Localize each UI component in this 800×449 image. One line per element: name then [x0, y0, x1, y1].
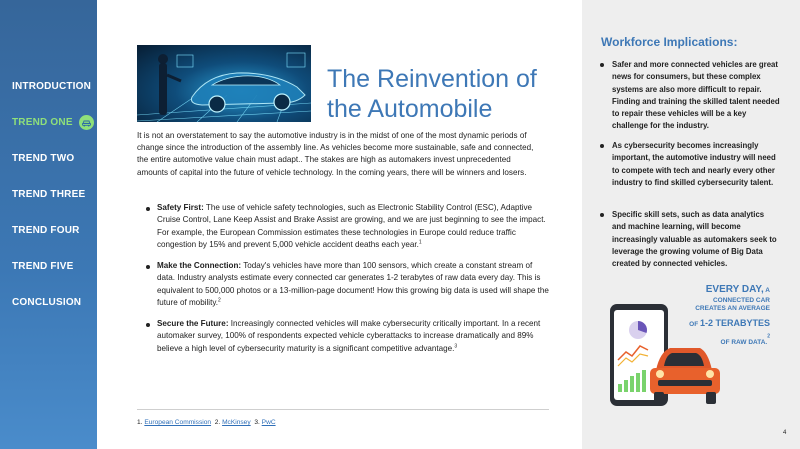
page-number: 4	[783, 430, 787, 436]
sidebar-item-label: TREND TWO	[12, 153, 75, 164]
workforce-title: Workforce Implications:	[601, 35, 738, 49]
stat-a: A	[763, 287, 770, 294]
footnote-number: 1.	[137, 419, 143, 426]
workforce-bullet	[600, 140, 780, 189]
stat-terabytes: 1-2 TERABYTES	[699, 318, 770, 328]
bullet-dot	[600, 144, 604, 148]
workforce-bullet-text: Specific skill sets, such as data analytics and machine learning, will become increasingly valuable as automakers seek to leverage the growing volume of Big Data created by connected vehicles.	[612, 210, 777, 269]
workforce-bullet-text: Safer and more connected vehicles are great news for consumers, but these complex systems are also more difficult to repair. Finding and training the skilled talent needed to repair these vehicles will be a key challenge for the industry.	[612, 60, 780, 131]
bullet-secure-the-future	[146, 318, 551, 355]
footnote-number: 3.	[254, 419, 260, 426]
stat-of: OF	[689, 321, 700, 328]
bullet-heading: Secure the Future:	[157, 319, 229, 328]
bullet-text	[157, 260, 551, 309]
intro-paragraph: It is not an overstatement to say the automotive industry is in the midst of one of the most dynamic periods of change since the introduction of the assembly line. As vehicles become more sustainable, safe and connected, the entire automotive value chain must adapt.. The stakes are high as automakers invest unprecedented amounts of capital into the future of vehicle technology. In the coming years, there will be winners and losers.	[137, 131, 534, 177]
bullet-dot	[600, 213, 604, 217]
sidebar-item-label: TREND FOUR	[12, 225, 80, 236]
sidebar-item-label: INTRODUCTION	[12, 81, 92, 92]
sidebar-item-introduction[interactable]	[12, 81, 91, 92]
footnote-divider	[137, 409, 549, 410]
footnote-ref: 1	[418, 239, 422, 246]
sidebar-item-trend-four[interactable]	[12, 225, 80, 236]
stat-connected-car: CONNECTED CAR	[712, 297, 770, 304]
bullet-body: Increasingly connected vehicles will make cybersecurity critically important. In a recent automaker survey, 100% of respondents expected vehicle cyberattacks to increase dramatically and 89% believe a high level of cybersecurity maturity is a significant competitive advantage.	[157, 319, 541, 353]
futuristic-car-hologram-image	[137, 45, 311, 122]
sidebar-item-trend-five[interactable]	[12, 261, 73, 272]
sidebar-item-label: TREND FIVE	[12, 261, 74, 272]
bullet-dot	[146, 265, 150, 269]
title-line-2: the Automobile	[327, 95, 493, 123]
bullet-dot	[146, 323, 150, 327]
sidebar	[0, 0, 97, 449]
car-icon	[79, 115, 94, 130]
sidebar-item-label: TREND THREE	[12, 189, 86, 200]
stat-raw-data: OF RAW DATA.	[720, 339, 768, 346]
bullet-text	[157, 318, 551, 355]
footnote-number: 2.	[214, 419, 221, 426]
footnote-ref: 3	[454, 342, 458, 349]
footnote-link-pwc[interactable]: PwC	[261, 419, 276, 426]
footnote-ref: 2	[218, 297, 221, 304]
footnote-link-european-commission[interactable]: European Commission	[144, 419, 212, 426]
workforce-bullet-text: As cybersecurity becomes increasingly important, the automotive industry will need to compete with tech and nearly every other industry to find skilled cybersecurity talent.	[612, 141, 776, 187]
bullet-dot	[146, 207, 150, 211]
workforce-bullet	[600, 59, 780, 133]
bullet-dot	[600, 63, 604, 67]
sidebar-item-label: TREND ONE	[12, 117, 73, 128]
workforce-bullet	[600, 209, 780, 270]
title-line-1: The Reinvention of	[327, 65, 537, 93]
page-title	[327, 64, 577, 124]
sidebar-item-trend-two[interactable]	[12, 153, 74, 164]
footnote-link-mckinsey[interactable]: McKinsey	[222, 419, 251, 426]
bullet-make-the-connection	[146, 260, 551, 309]
bullet-body: Today's vehicles have more than 100 sensors, which create a constant stream of data. Industry analysts estimate every connected car generates 1-2 terabytes of raw data every day. This is equivalent to 500,000 photos or a 13-million-page document! How this growing big data is used will shape the future of mobility.	[157, 261, 549, 307]
bullet-heading: Make the Connection:	[157, 261, 242, 270]
bullet-text	[157, 202, 551, 251]
footnote-ref: 2	[767, 333, 770, 340]
phone-and-car-icon	[608, 300, 733, 410]
sidebar-item-label: CONCLUSION	[12, 297, 82, 308]
stat-creates-average: CREATES AN AVERAGE	[695, 305, 770, 312]
bullet-safety-first	[146, 202, 551, 251]
footnotes	[137, 419, 276, 426]
stat-every-day: EVERY DAY,	[705, 284, 764, 295]
sidebar-item-conclusion[interactable]	[12, 297, 81, 308]
sidebar-item-trend-three[interactable]	[12, 189, 85, 200]
bullet-body: The use of vehicle safety technologies, such as Electronic Stability Control (ESC), Adaptive Cruise Control, Lane Keep Assist and Brake Assist are growing, and we are just beginning to see the impact. For example, the European Commission estimates these technologies in Europe could reduce traffic congestion by 15% and prevent 5,000 vehicle accident deaths each year.	[157, 203, 546, 249]
sidebar-item-trend-one[interactable]	[12, 115, 94, 130]
bullet-heading: Safety First:	[157, 203, 204, 212]
